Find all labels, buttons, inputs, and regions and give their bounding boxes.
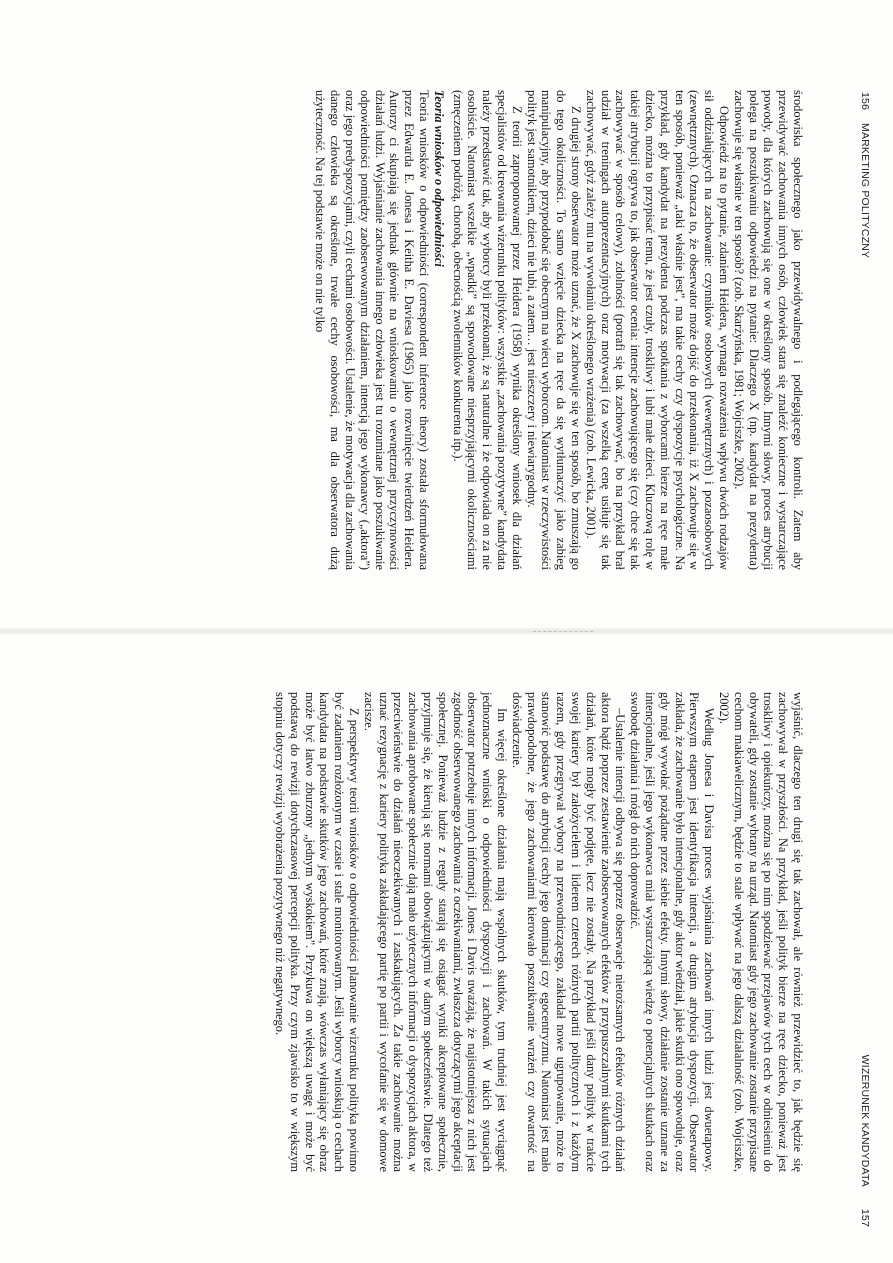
paragraph: –Ustalenie intencji odbywa się poprzez obserwacje nietożsamych efektów różnych działań aktora bądź poprzez zestawienie zaobserwowanych efektów z przypuszczalnymi skutkami tych działań, które mogły być podjęte, lecz nie zostały. Na przykład jeśli dany polityk w trakcie swojej kariery był założycielem i liderem czterech różnych partii politycznych i z każdym razem, gdy przegrywał wybory na przewodniczącego, zakładał nowe ugrupowanie, może to stanowić podstawę do atrybucji cechy jego dominacji czy egocentryzmu. Natomiast jest mało prawdopodobne, że jego zachowaniami kierowało poszukiwanie wrażeń czy otwartość na doświadczenie. xyxy=(509,692,628,1172)
running-head: MARKETING POLITYCZNY xyxy=(859,123,871,259)
paragraph: Z perspektywy teorii wniosków o odpowiedniości planowanie wizerunku polityka powinno być zadaniem rozłożonym w czasie i stale monitorowanym. Jeśli wyborcy wnioskują o cechach kandydata na podstawie skutków jego zachowań, które znają, wówczas wyłaniający się obraz może być łatwo zburzony „jednym wyskokiem”. Przykuwa on większą uwagę i może być podstawą do rewizji dotychczasowej percepcji polityka. Przy czym zjawisko to w większym stopniu dotyczy rewizji wyobrażenia pozytywnego niż negatywnego. xyxy=(273,692,362,1172)
running-head: WIZERUNEK KANDYDATA xyxy=(859,1054,871,1187)
page-number: 157 xyxy=(859,1208,871,1227)
left-page-body xyxy=(313,90,805,570)
paragraph: Im więcej określone działania mają wspólnych skutków, tym trudniej jest wyciągnąć jednoznaczne wnioski o odpowiedniości dyspozycji i zachowań. W takich sytuacjach obserwator potrzebuje innych informacji. Jones i Davis uważają, że najistotniejsza z nich jest zgodność obserwowanego zachowania z oczekiwaniami, zwłaszcza dotyczącymi jego akceptacji społecznej. Ponieważ ludzie z reguły starają się osiągać wyniki akceptowane społecznie, przyjmuje się, że kierują się normami obowiązującymi w danym społeczeństwie. Dlatego też zachowania aprobowane społecznie dają mało użytecznych informacji o dyspozycjach aktora, w przeciwieństwie do działań nieoczekiwanych i zaskakujących. Za takie zachowanie można uznać rezygnację z kariery polityka zakładającego partię po partii i wycofanie się w domowe zacisze. xyxy=(361,692,510,1172)
paragraph: środowiska społecznego jako przewidywalnego i podlegającego kontroli. Zatem aby przewidywać zachowania innych osób, człowiek stara się znaleźć konieczne i wystarczające powody, dla których zachowują się one w określony sposób. Innymi słowy, proces atrybucji polega na poszukiwaniu odpowiedzi na pytanie: Dlaczego X (np. kandydat na prezydenta) zachowuje się właśnie w ten sposób? (zob. Skarżyńska, 1981; Wojciszke, 2002). xyxy=(731,90,805,570)
paragraph: Z teorii zaproponowanej przez Heidera (1958) wynika określony wniosek dla działań specjalistów od kreowania wizerunku polityków: wszystkie „zachowania pozytywne” kandydata należy przedstawić tak, aby wyborcy byli przekonani, że są naturalne i że odpowiada on za nie osobiście. Natomiast wszelkie „wpadki” są spowodowane niesprzyjającymi okolicznościami (zmęczeniem podróżą, chorobą, obecnością zwolenników konkurenta itp.). xyxy=(450,90,524,570)
paragraph: Odpowiedź na to pytanie, zdaniem Heidera, wymaga rozważenia wpływu dwóch rodzajów sił oddziałujących na zachowanie: czynników osobowych (wewnętrznych) i pozaosobowych (zewnętrznych). Oznacza to, że obserwator może dojść do przekonania, iż X zachowuje się w ten sposób, ponieważ „taki właśnie jest”, ma takie cechy czy dyspozycje psychologiczne. Na przykład, gdy kandydat na prezydenta podczas spotkania z wyborcami bierze na ręce małe dziecko, można to przypisać temu, że jest czuły, troskliwy i lubi małe dzieci. Kluczową rolę w takiej atrybucji ogrywa to, jak obserwator ocenia: intencje zachowującego się (czy chce się tak zachowywać w sposób celowy), zdolności (potrafi się tak zachowywać, bo na przykład brał udział w treningach autoprezentacyjnych) oraz motywacji (za wszelką cenę usiłuje się tak zachowywać, gdyż zależy mu na wywołaniu określonego wrażenia) (zob. Lewicka, 2001). xyxy=(583,90,732,570)
page-number: 156 xyxy=(859,92,871,111)
right-page-body xyxy=(272,692,805,1172)
paragraph: Teoria wniosków o odpowiedniości (correspondent inference theory) została sformułowana przez Edwarda E. Jonesa i Keitha E. Daviesa (1965) jako rozwinięcie twierdzeń Heidera. Autorzy ci skupiają się jednak głównie na wnioskowaniu o wewnętrznej przyczynowości działań ludzi. Wyjaśnianie zachowania innego człowieka jest tu rozumiane jako poszukiwanie odpowiedniości pomiędzy zaobserwowanym działaniem, intencją jego wykonawcy („aktora”) oraz jego predyspozycjami, czyli cechami osobowości. Ustalenie, że motywacja dla zachowania danego człowieka są określone, trwałe cechy osobowości, ma dla obserwatora dużą użyteczność. Na tej podstawie może on nie tylko xyxy=(313,90,432,570)
paragraph: wyjaśnić, dlaczego ten drugi się tak zachował, ale również przewidzieć to, jak będzie się zachowywał w przyszłości. Na przykład, jeśli polityk bierze na ręce dziecko, ponieważ jest troskliwy i opiekuńczy, można się po nim spodziewać przejawów tych cech w odniesieniu do obywateli, gdy zostanie wybrany na urząd. Natomiast gdy jego zachowanie zostanie przypisane cechom makiawelicznym, będzie to stale wpływać na jego dalszą działalność (zob. Wojciszke, 2002). xyxy=(717,692,805,1172)
right-page xyxy=(0,632,893,1263)
paragraph: Według Jonesa i Davisa proces wyjaśniania zachowań innych ludzi jest dwuetapowy. Pierwszym etapem jest identyfikacja intencji, a drugim atrybucja dyspozycji. Obserwator zakłada, że zachowanie było intencjonalne, gdy aktor wiedział, jakie skutki ono spowoduje, oraz gdy mógł wywołać pożądane przez siebie efekty. Innymi słowy, działanie zostanie uznane za intencjonalne, jeśli jego wykonawca miał wystarczającą wiedzę o potencjalnych skutkach oraz swobodę działania i mógł do nich doprowadzić. xyxy=(628,692,717,1172)
section-heading: Teoria wniosków o odpowiedniości xyxy=(431,90,446,267)
paragraph: Z drugiej strony obserwator może uznać, że X zachowuje się w ten sposób, bo zmuszają go do tego okoliczności. To samo wzięcie dziecka na ręce da się wytłumaczyć jako zabieg manipulacyjny, aby przypodobać się obecnym na wiecu wyborcom. Natomiast w rzeczywistości polityk jest samotnikiem, dzieci nie lubi, a zatem… jest nieszczery i niewiarygodny. xyxy=(524,90,584,570)
